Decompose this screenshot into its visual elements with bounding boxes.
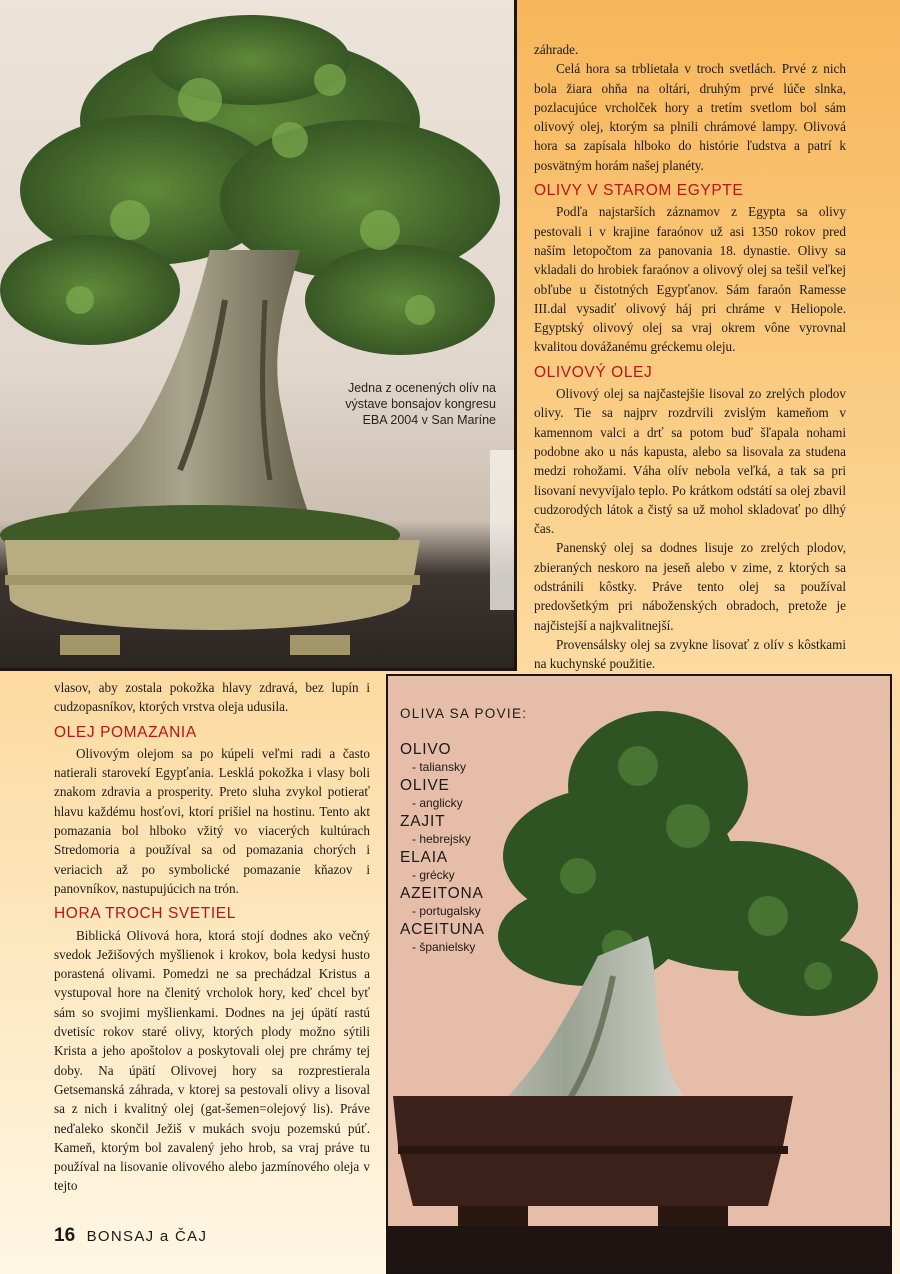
paragraph: záhrade. (534, 42, 579, 57)
paragraph: vlasov, aby zostala pokožka hlavy zdravá, bez lupín i cudzopasníkov, ktorých vrstva oleja udusila. (54, 680, 370, 715)
translation-word: AZEITONA (400, 885, 484, 902)
section-heading: HORA TROCH SVETIEL (54, 905, 236, 923)
paragraph: Podľa najstarších záznamov z Egypta sa olivy pestovali i v krajine faraónov už asi 1350 rokov pred naším letopočtom za panovania 18. dynastie. Olivy sa vkladali do hrobiek faraónov a olivový olej sa tešil veľkej obľube u čistotných Egypťanov. Sám faraón Ramesse III.dal vysadiť olivový háj pri chráme v Heliopole. Egyptský olivový olej sa vraj okrem vône vyrovnal kvalitou dovážanému gréckemu oleju. (534, 204, 846, 355)
translation-word: ACEITUNA (400, 921, 485, 938)
section-heading: OLIVY V STAROM EGYPTE (534, 182, 744, 200)
oliva-translations-box (400, 706, 570, 957)
paragraph: Celá hora sa trblietala v troch svetlách. Prvé z nich bola žiara ohňa na oltári, druhým prvé lúče slnka, pozlacujúce vrcholček hory a tretím svetlom bol sám olivový olej, ktorým sa plnili chrámové lampy. Olivová hora sa zapísala hlboko do histórie ľudstva a patrí k posvätným horám našej planéty. (534, 61, 846, 173)
translation-item (400, 885, 570, 919)
translation-language: - anglicky (412, 796, 463, 810)
translation-word: OLIVE (400, 777, 450, 794)
bonsai-photo-top (0, 0, 517, 671)
translation-item (400, 777, 570, 811)
paragraph: Provensálsky olej sa zvykne lisovať z olív s kôstkami na kuchynské použitie. (534, 636, 846, 672)
translation-language: - taliansky (412, 760, 467, 774)
translation-word: OLIVO (400, 741, 452, 758)
olive-bonsai-illustration (0, 0, 514, 668)
section-heading: OLEJ POMAZANIA (54, 723, 197, 741)
right-text-column (534, 40, 846, 674)
left-text-column (54, 678, 370, 1196)
section-heading: OLIVOVÝ OLEJ (534, 363, 653, 381)
translation-language: - hebrejsky (412, 832, 471, 846)
translation-item (400, 921, 570, 955)
bonsai-photo-bottom (386, 674, 892, 1274)
translations-title: OLIVA SA POVIE: (400, 706, 528, 721)
paragraph: Biblická Olivová hora, ktorá stojí dodnes ako večný svedok Ježišových myšlienok i krokov, bola kedysi husto porastená olivami. Pomedzi ne sa prechádzal Kristus a vystupoval hore na členitý vrcholok hory, keď chcel byť sám so svojimi myšlienkami. Dodnes na jej úpätí rastú dvetisíc rokov staré olivy, ktorých plody možno sýtili Krista a jeho apoštolov a poskytovali olej pre chrámy tej doby. Na úpätí Olivovej hory sa rozprestierala Getsemanská záhrada, v ktorej sa pestovali olivy a lisoval sa z nich i kvalitný olej (gat-šemen=olejový lis). Práve neďaleko skončil Ježiš v mukách svoju pozemskú púť. Kameň, ktorým bol zavalený jeho hrob, sa vraj práve tu používal na lisovanie olivového alebo jazmínového oleja v tejto (54, 927, 370, 1194)
translation-language: - portugalsky (412, 904, 481, 918)
photo-caption: Jedna z ocenených olív na výstave bonsajov kongresu EBA 2004 v San Maríne (345, 381, 496, 427)
translation-item (400, 741, 570, 775)
paragraph: Panenský olej sa dodnes lisuje zo zrelých plodov, zbieraných neskoro na jeseň alebo v zime, z ktorých sa odstránili kôstky. Práve tento olej sa používal predovšetkým pri náboženských obradoch, pretože je najčistejší a najkvalitnejší. (534, 540, 846, 633)
magazine-name: BONSAJ a ČAJ (86, 1228, 208, 1245)
paragraph: Olivový olej sa najčastejšie lisoval zo zrelých plodov olivy. Tie sa najprv rozdrvili zvislým kameňom v kamennom valci a drť sa potom buď šľapala nohami podobne ako u nás kapusta, alebo sa lisovala za studena medzi rohožami. Váha olív nebola veľká, a tak sa pri lisovaní nevyvíjalo teplo. Po krátkom odstátí sa olej zbavil cudzorodých látok a čistý sa už mohol skladovať po dlhý čas. (534, 386, 846, 537)
translation-word: ELAIA (400, 849, 448, 866)
page-footer (54, 1225, 207, 1247)
paragraph: Olivovým olejom sa po kúpeli veľmi radi a často natierali starovekí Egypťania. Lesklá pokožka i vlasy boli znakom zdravia a prosperity. Preto sluha zvykol potierať hlavu každému hosťovi, ktorí prišiel na hostinu. Tento akt pomazania bol hlboko vžitý vo viacerých kultúrach Stredomoria a používal sa od pomazania chorých i veriacich až po symbolické pomazanie kňazov i panovníkov, nastupujúcich na trón. (54, 745, 370, 896)
translation-item (400, 849, 570, 883)
page-number: 16 (54, 1225, 76, 1246)
translation-word: ZAJIT (400, 813, 446, 830)
translation-language: - grécky (412, 868, 455, 882)
translation-language: - španielsky (412, 940, 476, 954)
translation-item (400, 813, 570, 847)
